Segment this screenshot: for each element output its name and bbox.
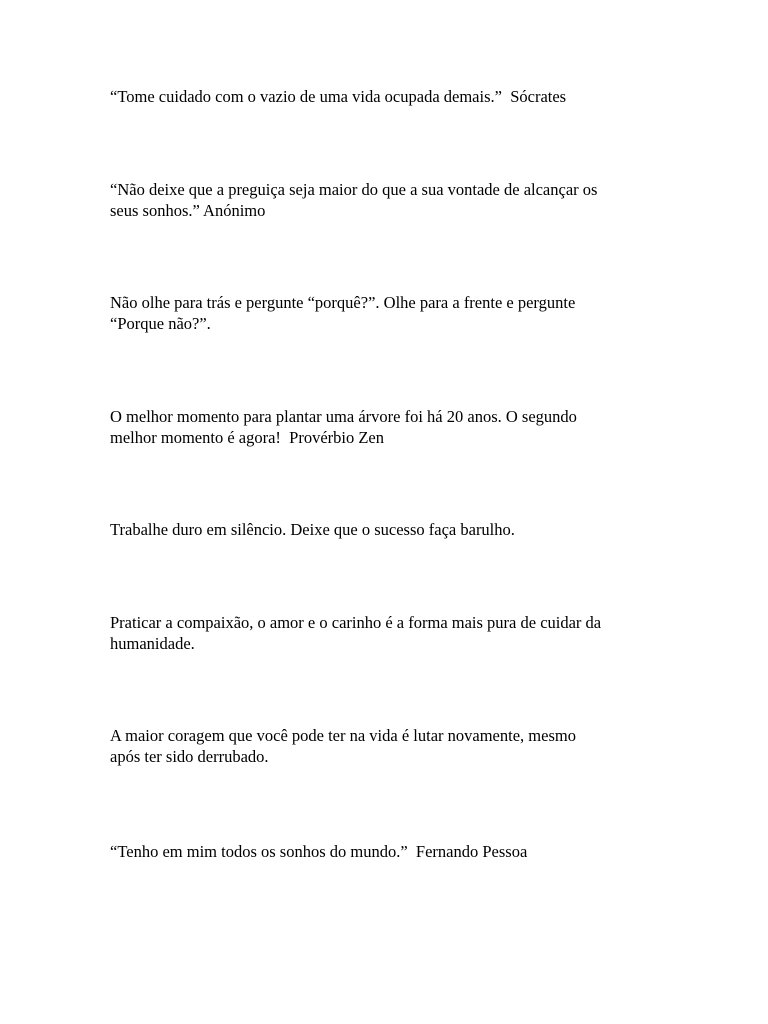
quote-paragraph: Não olhe para trás e pergunte “porquê?”. Olhe para a frente e pergunte “Porque não?”. bbox=[110, 293, 576, 333]
quote-paragraph: “Tome cuidado com o vazio de uma vida ocupada demais.” Sócrates bbox=[110, 87, 567, 106]
quote-paragraph: Trabalhe duro em silêncio. Deixe que o sucesso faça barulho. bbox=[110, 520, 515, 539]
quote-paragraph: “Tenho em mim todos os sonhos do mundo.” Fernando Pessoa bbox=[110, 842, 528, 861]
quote-paragraph: “Não deixe que a preguiça seja maior do que a sua vontade de alcançar os seus sonhos.” Anónimo bbox=[110, 180, 598, 220]
quote-paragraph: O melhor momento para plantar uma árvore foi há 20 anos. O segundo melhor momento é agora! Provérbio Zen bbox=[110, 407, 577, 447]
quote-paragraph: A maior coragem que você pode ter na vida é lutar novamente, mesmo após ter sido derrubado. bbox=[110, 726, 576, 766]
quote-paragraph: Praticar a compaixão, o amor e o carinho é a forma mais pura de cuidar da humanidade. bbox=[110, 613, 602, 653]
